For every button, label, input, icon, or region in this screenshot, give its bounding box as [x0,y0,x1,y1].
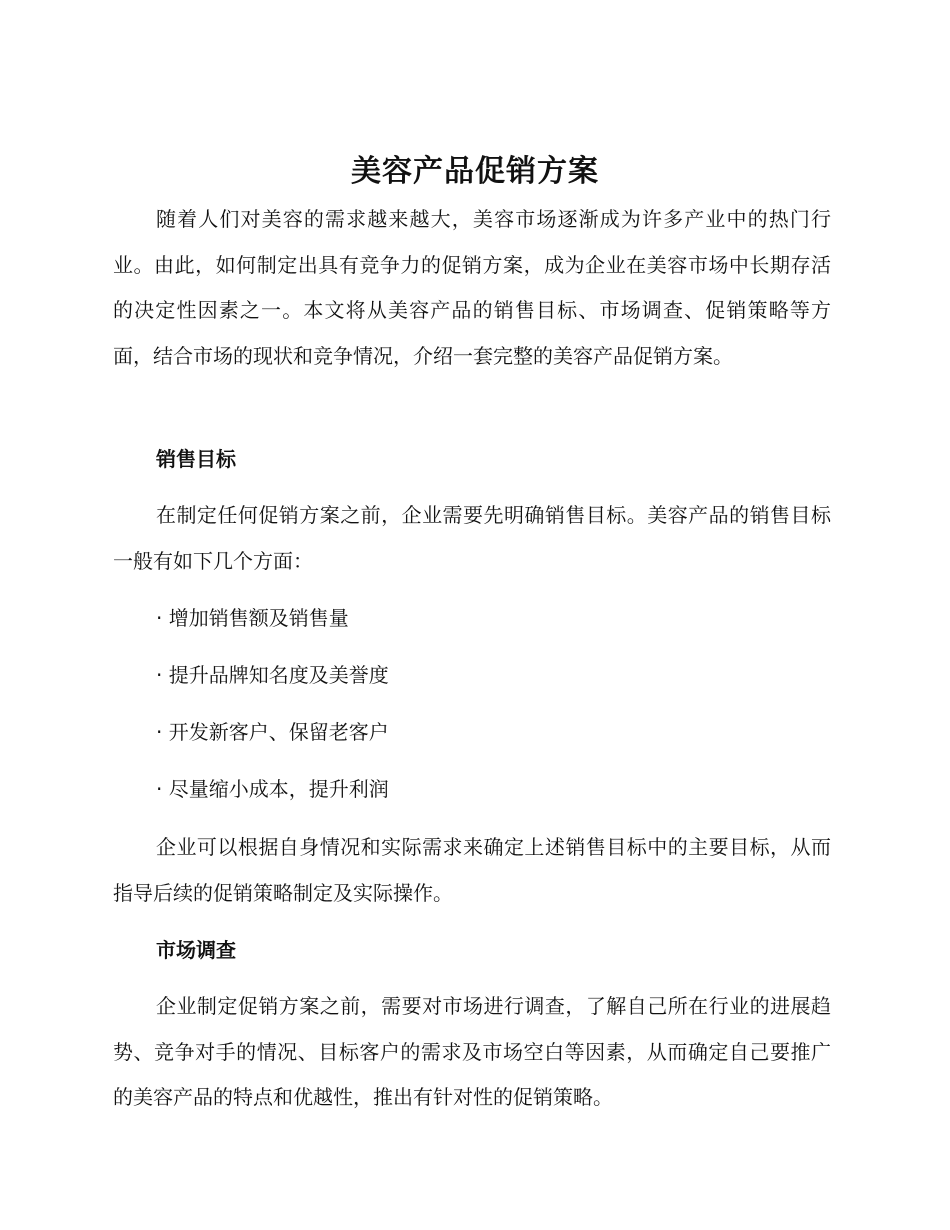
intro-paragraph: 随着人们对美容的需求越来越大，美容市场逐渐成为许多产业中的热门行业。由此，如何制定出具有竞争力的促销方案，成为企业在美容市场中长期存活的决定性因素之一。本文将从美容产品的销售目标、市场调查、促销策略等方面，结合市场的现状和竞争情况，介绍一套完整的美容产品促销方案。 [113,207,831,368]
bullet-item: · 尽量缩小成本，提升利润 [156,777,389,801]
section-heading-sales-goals: 销售目标 [156,447,236,471]
bullet-item: · 提升品牌知名度及美誉度 [156,663,389,687]
bullet-item: · 增加销售额及销售量 [156,606,349,630]
bullet-item: · 开发新客户、保留老客户 [156,720,389,744]
sales-goals-conclusion-paragraph: 企业可以根据自身情况和实际需求来确定上述销售目标中的主要目标，从而指导后续的促销策略制定及实际操作。 [113,835,831,905]
document-title: 美容产品促销方案 [351,154,599,189]
market-research-paragraph: 企业制定促销方案之前，需要对市场进行调查，了解自己所在行业的进展趋势、竞争对手的情况、目标客户的需求及市场空白等因素，从而确定自己要推广的美容产品的特点和优越性，推出有针对性的促销策略。 [113,994,831,1109]
sales-goals-paragraph: 在制定任何促销方案之前，企业需要先明确销售目标。美容产品的销售目标一般有如下几个方面： [113,503,831,573]
section-heading-market-research: 市场调查 [156,938,236,962]
